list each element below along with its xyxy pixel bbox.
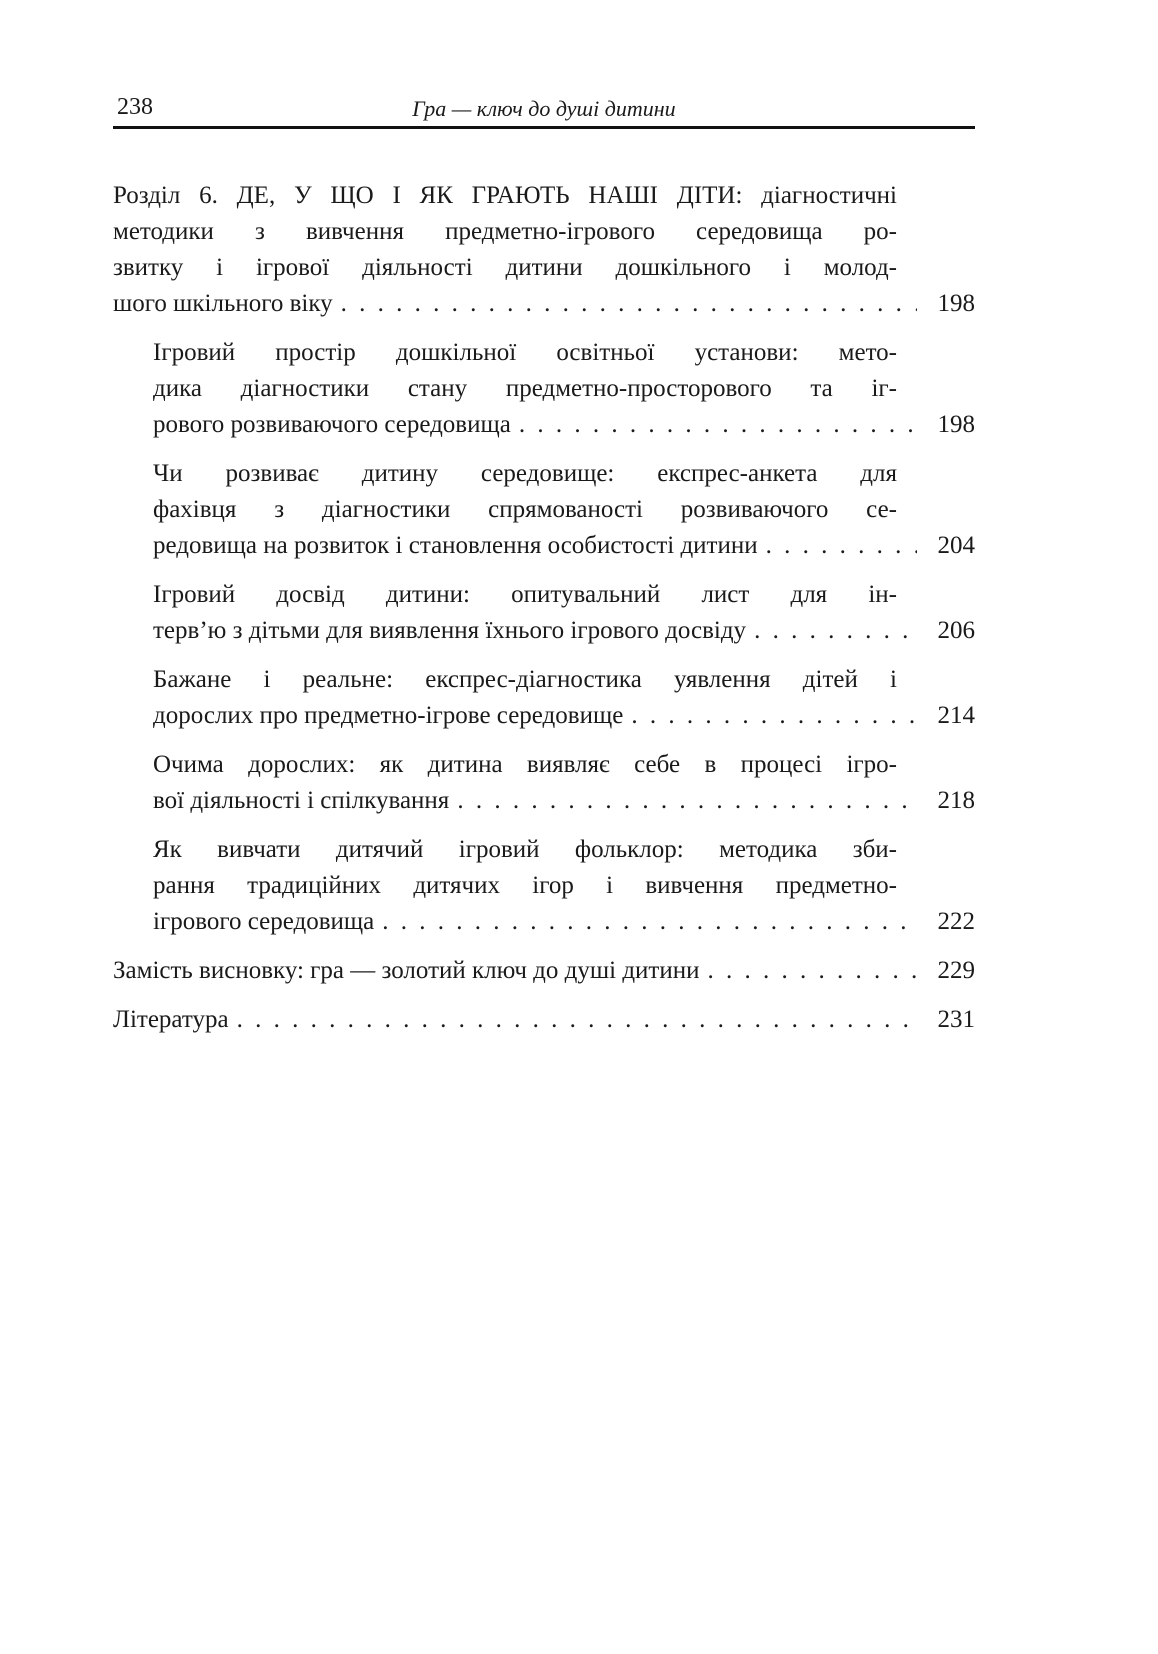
dot-leader bbox=[758, 528, 917, 564]
toc-line bbox=[113, 286, 975, 322]
toc-entry-text: Література bbox=[113, 1006, 229, 1033]
toc-line: Чи розвиває дитину середовище: експрес-анкета для bbox=[153, 460, 897, 487]
toc-entry[interactable] bbox=[113, 178, 975, 322]
running-title: Гра — ключ до душі дитини bbox=[412, 96, 676, 121]
toc-line bbox=[153, 698, 975, 734]
toc-entry[interactable] bbox=[113, 1002, 975, 1038]
toc-line bbox=[153, 904, 975, 940]
toc-entry[interactable] bbox=[113, 953, 975, 989]
toc-line: Ігровий досвід дитини: опитувальний лист для ін- bbox=[153, 581, 897, 608]
toc-entry[interactable] bbox=[113, 577, 975, 649]
toc-line: дика діагностики стану предметно-просторового та іг- bbox=[153, 375, 897, 402]
toc-entry-text: ігрового середовища bbox=[153, 908, 375, 935]
toc-page-number: 198 bbox=[937, 411, 975, 438]
running-header bbox=[113, 92, 975, 129]
toc-page-number: 231 bbox=[937, 1006, 975, 1033]
toc-page-number: 214 bbox=[937, 702, 975, 729]
toc-page-number: 206 bbox=[937, 617, 975, 644]
toc-line bbox=[113, 953, 975, 989]
dot-leader bbox=[449, 783, 917, 819]
toc-entry-text: Замість висновку: гра — золотий ключ до душі дитини bbox=[113, 957, 700, 984]
toc-page-number: 229 bbox=[937, 957, 975, 984]
toc-entry-text: вої діяльності і спілкування bbox=[153, 787, 450, 814]
toc-line: фахівця з діагностики спрямованості розвиваючого се- bbox=[153, 496, 897, 523]
toc-line bbox=[153, 528, 975, 564]
dot-leader bbox=[746, 613, 917, 649]
toc-entry[interactable] bbox=[113, 662, 975, 734]
toc-entry-text: дорослих про предметно-ігрове середовище bbox=[153, 702, 624, 729]
toc-entry[interactable] bbox=[113, 832, 975, 940]
dot-leader bbox=[511, 407, 917, 443]
toc-line: рання традиційних дитячих ігор і вивчення предметно- bbox=[153, 872, 897, 899]
dot-leader bbox=[333, 286, 917, 322]
toc-line: Ігровий простір дошкільної освітньої установи: мето- bbox=[153, 339, 897, 366]
toc-line: Очима дорослих: як дитина виявляє себе в процесі ігро- bbox=[153, 751, 897, 778]
page-number: 238 bbox=[117, 94, 153, 120]
toc-line bbox=[113, 1002, 975, 1038]
dot-leader bbox=[699, 953, 917, 989]
toc-entry-text: терв’ю з дітьми для виявлення їхнього ігрового досвіду bbox=[153, 617, 747, 644]
toc-page-number: 198 bbox=[937, 290, 975, 317]
toc-line: звитку і ігрової діяльності дитини дошкільного і молод- bbox=[113, 254, 897, 281]
dot-leader bbox=[229, 1002, 917, 1038]
toc-entry[interactable] bbox=[113, 456, 975, 564]
toc-line: Бажане і реальне: експрес-діагностика уявлення дітей і bbox=[153, 666, 897, 693]
toc-line bbox=[153, 613, 975, 649]
toc-entry-text: шого шкільного віку bbox=[113, 290, 333, 317]
toc-page-number: 204 bbox=[937, 532, 975, 559]
toc-line: методики з вивчення предметно-ігрового середовища ро- bbox=[113, 218, 897, 245]
toc-entry[interactable] bbox=[113, 335, 975, 443]
toc-line: Як вивчати дитячий ігровий фольклор: методика зби- bbox=[153, 836, 897, 863]
toc-page-number: 218 bbox=[937, 787, 975, 814]
dot-leader bbox=[374, 904, 917, 940]
dot-leader bbox=[623, 698, 917, 734]
toc-line bbox=[153, 783, 975, 819]
toc-line: Розділ 6. ДЕ, У ЩО І ЯК ГРАЮТЬ НАШІ ДІТИ: діагностичні bbox=[113, 182, 897, 209]
toc-entry[interactable] bbox=[113, 747, 975, 819]
toc-line bbox=[153, 407, 975, 443]
toc-entry-text: рового розвиваючого середовища bbox=[153, 411, 511, 438]
toc-entry-text: редовища на розвиток і становлення особистості дитини bbox=[153, 532, 758, 559]
table-of-contents bbox=[113, 178, 975, 1051]
toc-page-number: 222 bbox=[937, 908, 975, 935]
